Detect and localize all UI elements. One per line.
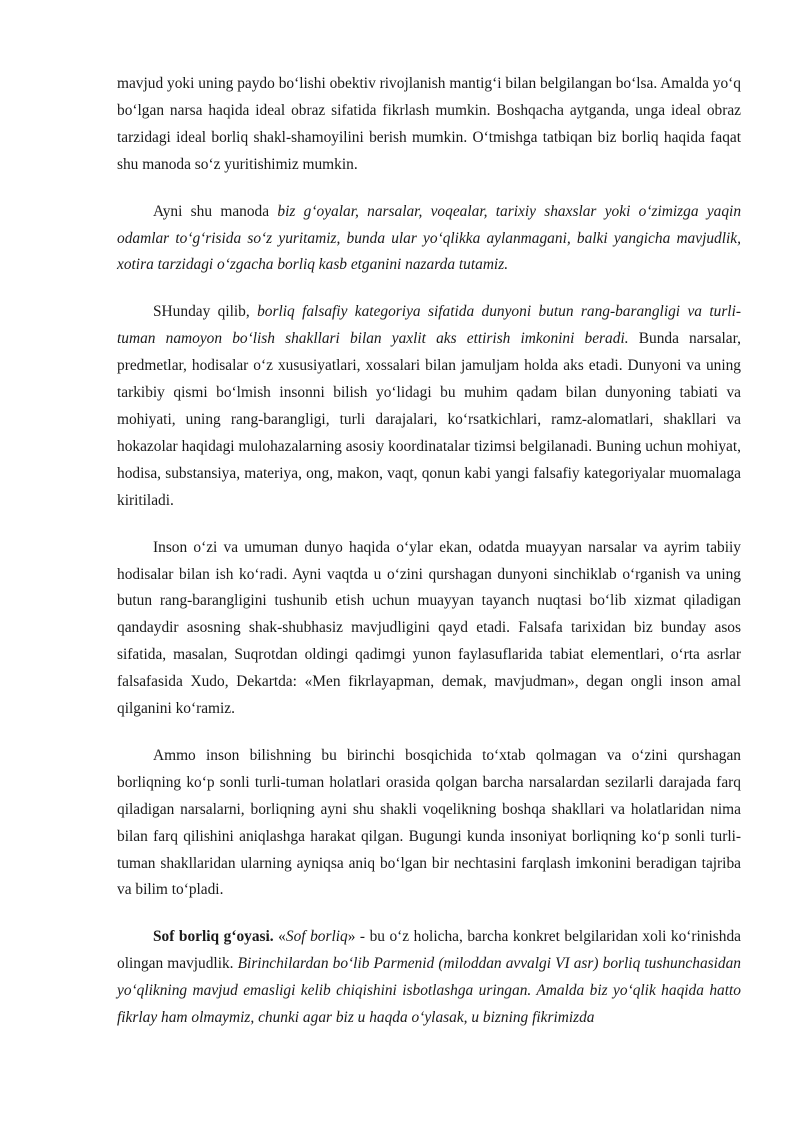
paragraph-5 [117,743,741,904]
paragraph-3 [117,299,741,514]
paragraph-1-text: mavjud yoki uning paydo bo‘lishi obektiv rivojlanish mantig‘i bilan belgilangan bo‘lsa. Amalda yo‘q bo‘lgan narsa haqida ideal obraz sifatida fikrlash mumkin. Boshqacha aytganda, unga ideal obraz tarzidagi ideal borliq shakl-shamoyilini berish mumkin. O‘tmishga tatbiqan biz borliq haqida faqat shu manoda so‘z yuritishimiz mumkin. [117,75,741,173]
paragraph-1 [117,71,741,179]
paragraph-3-lead: SHunday qilib, [153,303,258,321]
paragraph-2 [117,199,741,280]
quoted-term: Sof borliq [285,928,348,946]
section-heading: Sof borliq g‘oyasi. [153,928,274,946]
paragraph-4 [117,535,741,723]
quote-open: « [273,928,286,946]
paragraph-2-italic: biz g‘oyalar, narsalar, voqealar, tarixiy shaxslar yoki o‘zimizga yaqin odamlar to‘g‘risida so‘z yuritamiz, bunda ular yo‘qlikka aylanmagani, balki yangicha mavjudlik, xotira tarzidagi o‘zgacha borliq kasb etganini nazarda tutamiz. [117,202,742,274]
paragraph-2-lead: Ayni shu manoda [153,202,278,220]
paragraph-5-text: Ammo inson bilishning bu birinchi bosqichida to‘xtab qolmagan va o‘zini qurshagan borliqning ko‘p sonli turli-tuman holatlari orasida qolgan barcha narsalardan sezilarli darajada farq qiladigan narsalarni, borliqning ayni shu shakli voqelikning boshqa shakllari va holatlaridan nima bilan farq qilishini aniqlashga harakat qilgan. Bugungi kunda insoniyat borliqning ko‘p sonli turli-tuman shakllaridan ularning ayniqsa aniq bo‘lgan bir nechtasini farqlash imkonini beradigan tajriba va bilim to‘pladi. [117,746,741,899]
quote-close: » [347,928,356,946]
paragraph-6-italic: Birinchilardan bo‘lib Parmenid (miloddan avvalgi VI asr) borliq tushunchasidan yo‘qlikning mavjud emasligi kelib chiqishini isbotlashga uringan. Amalda biz yo‘qlik haqida hatto fikrlay ham olmaymiz, chunki agar biz u haqda o‘ylasak, u bizning fikrimizda [117,955,741,1027]
paragraph-6 [117,924,741,1032]
paragraph-3-tail: Bunda narsalar, predmetlar, hodisalar o‘z xususiyatlari, xossalari bilan jamuljam holda aks etadi. Dunyoni va uning tarkibiy qismi bo‘lmish insonni bilish yo‘lidagi bu muhim qadam bilan dunyoning tabiati va mohiyati, uning rang-barangligi, turli darajalari, ko‘rsatkichlari, ramz-alomatlari, shakllari va hokazolar haqidagi mulohazalarning asosiy koordinatalar tizimsi belgilanadi. Buning uchun mohiyat, hodisa, substansiya, materiya, ong, makon, vaqt, qonun kabi yangi falsafiy kategoriyalar muomalaga kiritiladi. [117,330,741,509]
paragraph-6-mid: - bu o‘z holicha, barcha konkret belgilaridan xoli ko‘rinishda olingan mavjudlik. [117,928,741,973]
paragraph-4-text: Inson o‘zi va umuman dunyo haqida o‘ylar ekan, odatda muayyan narsalar va ayrim tabiiy hodisalar bilan ish ko‘radi. Ayni vaqtda u o‘zini qurshagan dunyoni sinchiklab o‘rganish va uning butun rang-barangligini tushunib etish uchun muayyan tayanch nuqtasi bo‘lib xizmat qiladigan qandaydir asosning shak-shubhasiz mavjudligini qayd etadi. Falsafa tarixidan biz bunday asos sifatida, masalan, Suqrotdan oldingi qadimgi yunon faylasuflarida tabiat elementlari, o‘rta asrlar falsafasida Xudo, Dekartda: «Men fikrlayapman, demak, mavjudman», degan ongli inson amal qilganini ko‘ramiz. [117,538,741,718]
document-page [117,71,741,1032]
paragraph-3-italic: borliq falsafiy kategoriya sifatida dunyoni butun rang-barangligi va turli-tuman namoyon bo‘lish shakllari bilan yaxlit aks ettirish imkonini beradi. [117,303,741,348]
